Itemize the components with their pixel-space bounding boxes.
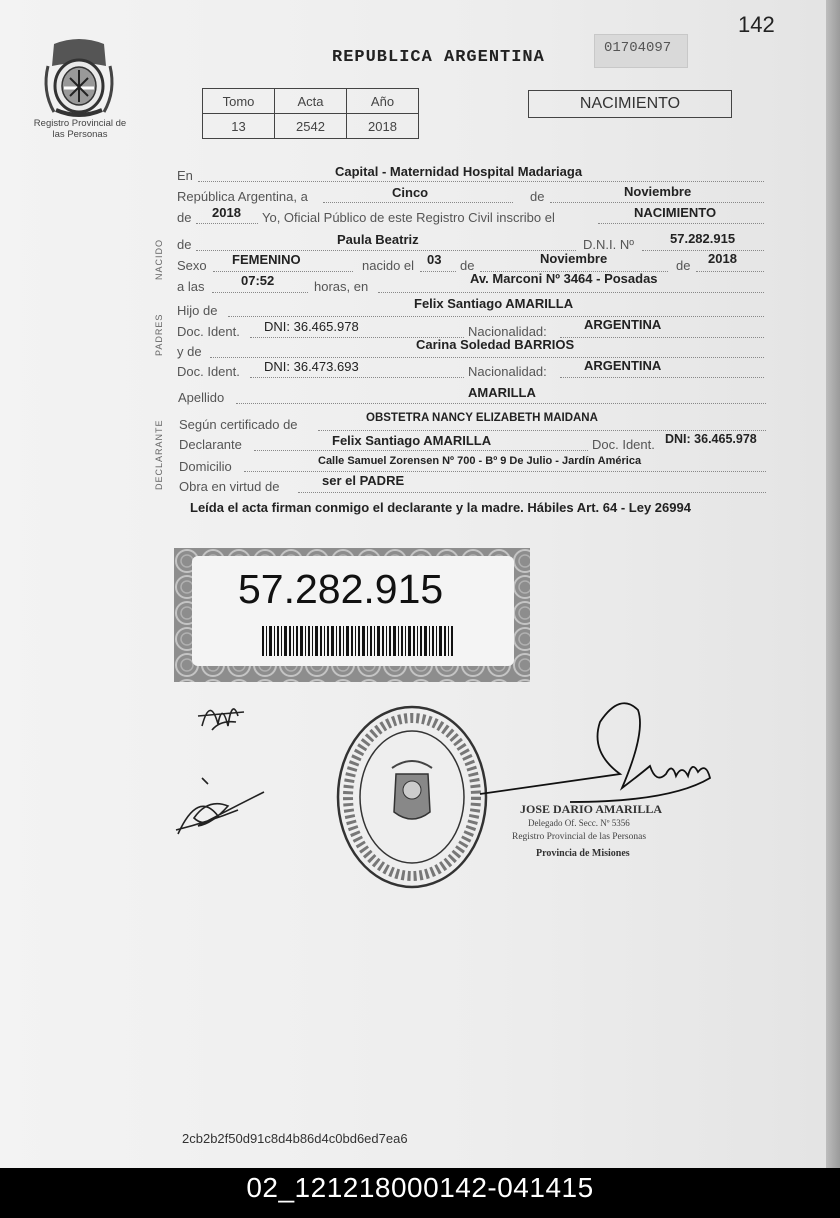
label-apellido: Apellido bbox=[178, 390, 225, 405]
dotted-line bbox=[550, 202, 764, 203]
page-edge bbox=[826, 0, 840, 1168]
record-type-box: NACIMIENTO bbox=[528, 90, 732, 118]
dotted-line bbox=[642, 250, 764, 251]
dotted-line bbox=[560, 377, 764, 378]
dotted-line bbox=[198, 181, 764, 182]
page-number: 142 bbox=[738, 12, 775, 37]
dotted-line bbox=[228, 316, 764, 317]
signature-mark-top bbox=[192, 686, 252, 742]
label-obra-virtud: Obra en virtud de bbox=[179, 479, 280, 494]
dotted-line bbox=[213, 271, 353, 272]
registry-table bbox=[202, 88, 419, 139]
value-domicilio: Calle Samuel Zorensen Nº 700 - Bº 9 De Julio - Jardín América bbox=[318, 455, 642, 467]
value-mes-nac: Noviembre bbox=[540, 251, 608, 266]
value-nombre: Paula Beatriz bbox=[337, 232, 419, 247]
section-nacido-label: NACIDO bbox=[154, 238, 164, 280]
value-madre-nac: ARGENTINA bbox=[584, 358, 662, 373]
label-nacionalidad-padre: Nacionalidad: bbox=[468, 324, 547, 339]
dotted-line bbox=[210, 357, 764, 358]
stamp-title: Delegado Of. Secc. Nº 5356 bbox=[528, 818, 630, 828]
signature-mark-bottom bbox=[168, 770, 288, 842]
value-dia: Cinco bbox=[392, 185, 429, 200]
registry-header-anio: Año bbox=[347, 89, 419, 114]
serial-number: 01704097 bbox=[604, 40, 672, 56]
section-declarante-label: DECLARANTE bbox=[154, 419, 164, 490]
registry-table-value-row bbox=[203, 114, 419, 139]
dotted-line bbox=[298, 492, 766, 493]
dotted-line bbox=[696, 271, 764, 272]
footer-id: 02_121218000142-041415 bbox=[246, 1172, 594, 1203]
label-de-nombre: de bbox=[177, 237, 192, 252]
dotted-line bbox=[196, 250, 576, 251]
label-en: En bbox=[177, 168, 193, 183]
value-lugar: Capital - Maternidad Hospital Madariaga bbox=[335, 164, 583, 179]
label-oficial: Yo, Oficial Público de este Registro Civil inscribo el bbox=[262, 210, 555, 225]
section-padres-label: PADRES bbox=[154, 313, 164, 356]
label-y-de: y de bbox=[177, 344, 202, 359]
value-declarante: Felix Santiago AMARILLA bbox=[332, 433, 492, 448]
value-anio: 2018 bbox=[212, 205, 241, 220]
label-republica: República Argentina, a bbox=[177, 189, 308, 204]
dotted-line bbox=[318, 430, 766, 431]
registry-header-tomo: Tomo bbox=[203, 89, 275, 114]
label-nacionalidad-madre: Nacionalidad: bbox=[468, 364, 547, 379]
label-de-mes: de bbox=[530, 189, 545, 204]
dotted-line bbox=[420, 271, 456, 272]
value-apellido: AMARILLA bbox=[468, 385, 536, 400]
province-crest-icon bbox=[40, 36, 118, 120]
value-dia-nac: 03 bbox=[427, 252, 442, 267]
dotted-line bbox=[254, 450, 588, 451]
dotted-line bbox=[244, 471, 766, 472]
value-madre-doc: DNI: 36.473.693 bbox=[264, 359, 359, 374]
stamp-office: Registro Provincial de las Personas bbox=[512, 832, 647, 842]
registry-label: Registro Provincial de las Personas bbox=[33, 118, 127, 140]
value-lugar-nac: Av. Marconi Nº 3464 - Posadas bbox=[470, 271, 658, 286]
dni-sticker-number: 57.282.915 bbox=[238, 566, 444, 612]
label-de-anio: de bbox=[177, 210, 192, 225]
value-dni: 57.282.915 bbox=[670, 231, 736, 246]
registry-value-acta: 2542 bbox=[275, 114, 347, 139]
document-hash: 2cb2b2f50d91c8d4b86d4c0bd6ed7ea6 bbox=[182, 1131, 408, 1146]
stamp-name: JOSE DARIO AMARILLA bbox=[520, 802, 663, 816]
value-certificado: OBSTETRA NANCY ELIZABETH MAIDANA bbox=[366, 412, 598, 424]
label-de-mes-nac: de bbox=[460, 258, 475, 273]
registry-value-anio: 2018 bbox=[347, 114, 419, 139]
value-padre-doc: DNI: 36.465.978 bbox=[264, 319, 359, 334]
official-seal-icon bbox=[334, 702, 490, 892]
label-sexo: Sexo bbox=[177, 258, 207, 273]
label-doc-ident-padre: Doc. Ident. bbox=[177, 324, 240, 339]
value-virtud: ser el PADRE bbox=[322, 473, 405, 488]
registry-header-acta: Acta bbox=[275, 89, 347, 114]
stamp-province: Provincia de Misiones bbox=[536, 848, 630, 859]
dotted-line bbox=[196, 223, 258, 224]
value-sexo: FEMENINO bbox=[232, 252, 301, 267]
label-horas-en: horas, en bbox=[314, 279, 369, 294]
label-nacido-el: nacido el bbox=[362, 258, 415, 273]
label-declarante: Declarante bbox=[179, 437, 242, 452]
registry-value-tomo: 13 bbox=[203, 114, 275, 139]
label-doc-ident-declarante: Doc. Ident. bbox=[592, 437, 655, 452]
label-domicilio: Domicilio bbox=[179, 459, 232, 474]
value-padre-nac: ARGENTINA bbox=[584, 317, 662, 332]
label-dni: D.N.I. Nº bbox=[583, 237, 634, 252]
label-segun-certificado: Según certificado de bbox=[179, 417, 298, 432]
dotted-line bbox=[378, 292, 764, 293]
dotted-line bbox=[212, 292, 308, 293]
dotted-line bbox=[236, 403, 766, 404]
label-de-anio-nac: de bbox=[676, 258, 691, 273]
label-hijo-de: Hijo de bbox=[177, 303, 218, 318]
label-a-las: a las bbox=[177, 279, 205, 294]
value-padre: Felix Santiago AMARILLA bbox=[414, 296, 574, 311]
registry-table-header-row bbox=[203, 89, 419, 114]
label-doc-ident-madre: Doc. Ident. bbox=[177, 364, 240, 379]
dotted-line bbox=[250, 377, 464, 378]
value-inscripcion: NACIMIENTO bbox=[634, 205, 717, 220]
dotted-line bbox=[560, 337, 764, 338]
dotted-line bbox=[598, 223, 764, 224]
value-mes: Noviembre bbox=[624, 184, 692, 199]
value-declarante-doc: DNI: 36.465.978 bbox=[665, 432, 757, 446]
dotted-line bbox=[323, 202, 513, 203]
value-hora: 07:52 bbox=[241, 273, 275, 288]
country-title: REPUBLICA ARGENTINA bbox=[332, 48, 545, 67]
value-anio-nac: 2018 bbox=[708, 251, 737, 266]
reading-statement: Leída el acta firman conmigo el declarante y la madre. Hábiles Art. 64 - Ley 26994 bbox=[190, 500, 691, 515]
value-madre: Carina Soledad BARRIOS bbox=[416, 337, 575, 352]
